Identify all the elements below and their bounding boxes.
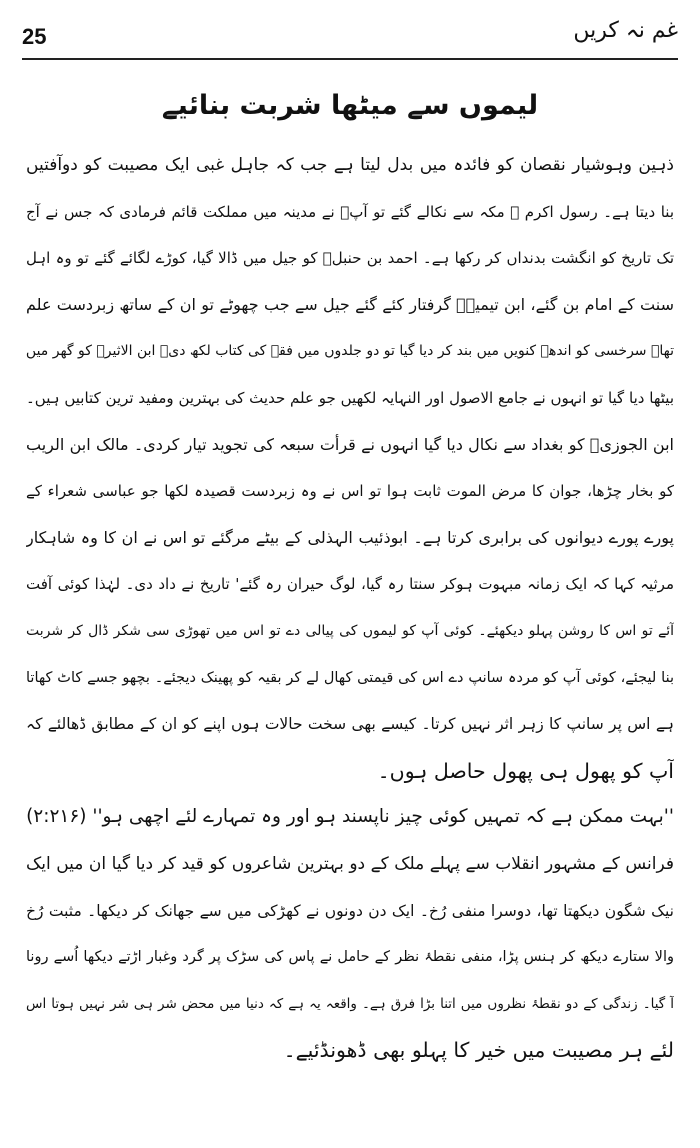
text-line: فرانس کے مشہور انقلاب سے پہلے ملک کے دو بہترین شاعروں کو قید کر دیا گیا ان میں ایک bbox=[26, 853, 674, 874]
text-line: تک تاریخ کو انگشت بدنداں کر رکھا ہے۔ احمد بن حنبلؒ کو جیل میں ڈالا گیا، کوڑے لگائے گئے تو وہ اہل bbox=[26, 249, 674, 268]
text-line: بنا دیتا ہے۔ رسول اکرم ﷺ مکہ سے نکالے گئے تو آپؐ نے مدینہ میں مملکت قائم فرمادی کہ جس نے آج bbox=[26, 202, 674, 221]
text-line: ذہین وہوشیار نقصان کو فائدہ میں بدل لیتا ہے جب کہ جاہل غبی ایک مصیبت کو دوآفتیں bbox=[26, 155, 674, 175]
text-line: والا ستارے دیکھ کر ہنس پڑا، منفی نقطۂ نظر کے حامل نے پاس کی سڑک پر گرد وغبار اڑتے دیکھا اُسے رونا bbox=[26, 949, 674, 966]
text-line: پورے پورے دیوانوں کی برابری کرتا ہے۔ ابوذئیب الہذلی کے بیٹے مرگئے تو اس نے ان کا وہ شاہکار bbox=[26, 527, 674, 547]
text-line: تھا۔ سرخسی کو اندھے کنویں میں بند کر دیا گیا تو دو جلدوں میں فقہ کی کتاب لکھ دی۔ ابن الاثیرؒ کو گھر میں bbox=[26, 343, 674, 360]
text-line: آئے تو اس کا روشن پہلو دیکھئے۔ کوئی آپ کو لیموں کی پیالی دے تو اس میں تھوڑی سی شکر ڈال کر شربت bbox=[26, 622, 674, 639]
text-line: آپ کو پھول ہی پھول حاصل ہوں۔ bbox=[377, 758, 674, 783]
text-line: ابن الجوزیؒ کو بغداد سے نکال دیا گیا انہوں نے قرأت سبعہ کی تجوید تیار کردی۔ مالک ابن الریب bbox=[26, 434, 674, 454]
text-line: ہے اس پر سانپ کا زہر اثر نہیں کرتا۔ کیسے بھی سخت حالات ہوں اپنے کو ان کے مطابق ڈھالئے کہ bbox=[26, 715, 674, 734]
page-header bbox=[22, 18, 678, 60]
page-number: 25 bbox=[22, 24, 47, 49]
text-line: نیک شگون دیکھتا تھا، دوسرا منفی رُخ۔ ایک دن دونوں نے کھڑکی میں سے جھانک کر دیکھا۔ مثبت رُخ bbox=[26, 901, 674, 920]
chapter-title: لیموں سے میٹھا شربت بنائیے bbox=[161, 90, 539, 121]
text-line: لئے ہر مصیبت میں خیر کا پہلو بھی ڈھونڈئیے۔ bbox=[283, 1038, 674, 1063]
text-line: مرثیہ کہا کہ ایک زمانہ مبہوت ہوکر سنتا رہ گیا، لوگ حیران رہ گئے' تاریخ نے داد دی۔ لہٰذا کوئی آفت bbox=[26, 575, 674, 594]
text-line: بنا لیجئے، کوئی آپ کو مردہ سانپ دے اس کی قیمتی کھال لے کر بقیہ کو پھینک دیجئے۔ بچھو جسے کاٹ کھاتا bbox=[26, 669, 674, 686]
text-line: سنت کے امام بن گئے، ابن تیمیہؒ گرفتار کئے گئے جیل سے جب چھوٹے تو ان کے ساتھ زبردست علم bbox=[26, 294, 674, 314]
text-line: کو بخار چڑھا، جوان کا مرض الموت ثابت ہوا تو اس نے وہ زبردست قصیدہ لکھا جو عباسی شعراء کے bbox=[26, 482, 674, 501]
text-line: آ گیا۔ زندگی کے دو نقطۂ نظروں میں اتنا بڑا فرق ہے۔ واقعہ یہ ہے کہ دنیا میں محض شر ہی شر نہیں ہوتا اس bbox=[26, 995, 674, 1012]
book-title: غم نہ کریں bbox=[573, 18, 678, 43]
body-text bbox=[26, 142, 674, 1074]
text-line: بیٹھا دیا گیا تو انہوں نے جامع الاصول اور النہایہ لکھیں جو علم حدیث کی بہترین ومفید ترین کتابیں ہیں۔ bbox=[26, 388, 674, 407]
quran-quote: ''بہت ممکن ہے کہ تمہیں کوئی چیز ناپسند ہو اور وہ تمہارے لئے اچھی ہو'' (۲:۲۱۶) bbox=[26, 806, 674, 828]
